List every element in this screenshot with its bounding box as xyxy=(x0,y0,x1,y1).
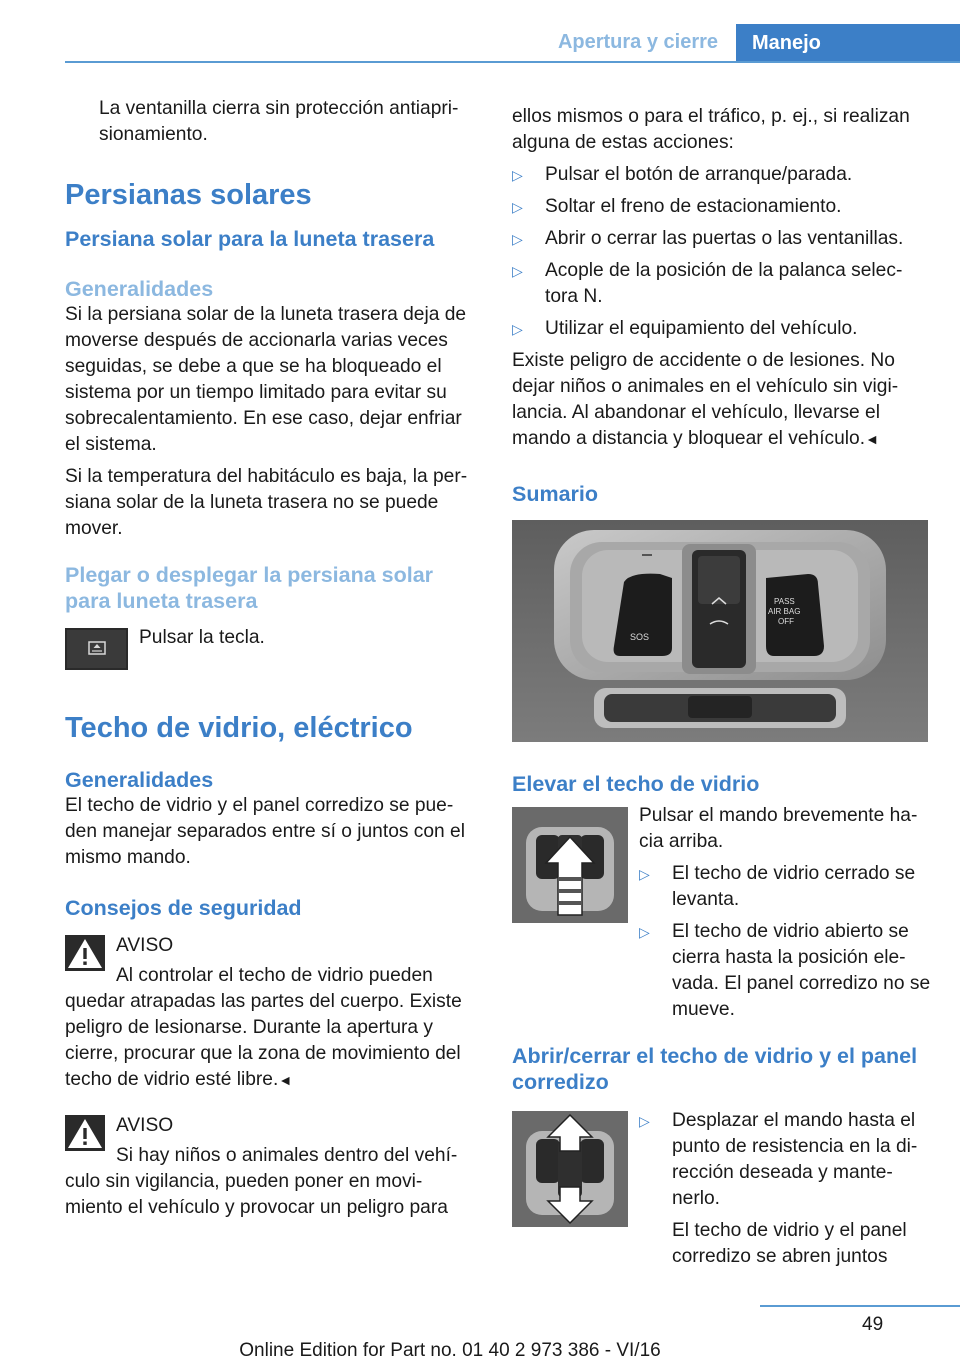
paragraph-generalidades-1a: Si la persiana solar de la luneta trasera deja de moverse después de accionarla varias veces seguidas, se debe a que se ha bloqueado el sistema por un tiempo limitado para evitar su sobrecalentamiento. En ese caso, dejar enfriar el sistema. xyxy=(65,304,467,455)
list-item: ▷ Abrir o cerrar las puertas o las ventanillas. xyxy=(512,226,930,252)
pass-label-3: OFF xyxy=(778,617,794,626)
warning-block-1 xyxy=(65,933,477,1093)
heading-generalidades-1: Generalidades xyxy=(65,277,214,301)
warning-triangle-icon xyxy=(65,1115,105,1151)
chapter-tab[interactable]: Manejo xyxy=(736,24,960,62)
bullet-triangle-icon: ▷ xyxy=(512,231,523,247)
roof-slide-button-photo xyxy=(512,1111,628,1227)
rear-blind-button-icon xyxy=(65,628,128,670)
left-column xyxy=(65,96,477,1221)
bullet-triangle-icon: ▷ xyxy=(639,924,650,940)
paragraph-continuation: ellos mismos o para el tráfico, p. ej., si realizan alguna de estas acciones: xyxy=(512,106,910,153)
heading-persiana-luneta: Persiana solar para la luneta trasera xyxy=(65,227,435,251)
bullet-triangle-icon: ▷ xyxy=(639,1113,650,1129)
section-tab[interactable]: Apertura y cierre xyxy=(557,31,719,53)
paragraph-plegar: Pulsar la tecla. xyxy=(139,627,265,648)
list-item: ▷ El techo de vidrio cerrado se levanta. xyxy=(639,863,916,910)
warning-triangle-icon xyxy=(65,935,105,971)
heading-sumario: Sumario xyxy=(512,482,599,506)
abrir-text xyxy=(639,1108,931,1270)
list-item: ▷ Pulsar el botón de arranque/parada. xyxy=(512,162,930,188)
actions-list xyxy=(512,162,930,342)
paragraph-generalidades-2: El techo de vidrio y el panel corredizo se pue‐den manejar separados entre sí o juntos con el mismo mando. xyxy=(65,795,465,868)
end-mark-icon: ◄ xyxy=(865,431,879,447)
roof-controls-photo xyxy=(512,520,928,742)
bullet-triangle-icon: ▷ xyxy=(512,167,523,183)
heading-consejos-seguridad: Consejos de seguridad xyxy=(65,896,302,920)
list-item: ▷ Soltar el freno de estacionamiento. xyxy=(512,194,930,220)
paragraph-generalidades-1b: Si la temperatura del habitáculo es baja, la per‐siana solar de la luneta trasera no se puede mover. xyxy=(65,466,468,539)
heading-abrir-cerrar: Abrir/cerrar el techo de vidrio y el panel corredizo xyxy=(512,1044,918,1094)
page-number: 49 xyxy=(862,1314,884,1335)
intro-paragraph: La ventanilla cierra sin protección antiapri‐sionamiento. xyxy=(99,98,459,145)
heading-techo-vidrio: Techo de vidrio, eléctrico xyxy=(65,712,413,744)
pass-label-1: PASS xyxy=(774,597,795,606)
footer-edition: Online Edition for Part no. 01 40 2 973 386 - VI/16 xyxy=(239,1340,661,1361)
button-instruction-row xyxy=(65,625,477,670)
warning-1-body: Al controlar el techo de vidrio pueden quedar atrapadas las partes del cuerpo. Existe peligro de lesionarse. Durante la apertura y cierre, procurar que la zona de movimiento del techo de vidrio esté libre. xyxy=(65,965,462,1090)
footer-rule xyxy=(760,1305,960,1307)
warning-1-text xyxy=(65,963,477,1093)
paragraph-abrir: El techo de vidrio y el panel corredizo se abren juntos xyxy=(672,1220,907,1267)
bullet-triangle-icon: ▷ xyxy=(512,263,523,279)
paragraph-peligro: Existe peligro de accidente o de lesiones. No dejar niños o animales en el vehículo sin vigi‐lancia. Al abandonar el vehículo, llevarse el mando a distancia y bloquear el vehículo.◄ xyxy=(512,350,899,449)
end-mark-icon: ◄ xyxy=(278,1072,293,1088)
heading-plegar: Plegar o desplegar la persiana solar para luneta trasera xyxy=(65,563,434,613)
page-header xyxy=(0,24,960,62)
warning-1-title: AVISO xyxy=(116,935,174,956)
bullet-triangle-icon: ▷ xyxy=(512,199,523,215)
list-item: ▷ Desplazar el mando hasta el punto de resistencia en la di‐rección deseada y mante‐nerlo. xyxy=(639,1110,918,1209)
heading-generalidades-2: Generalidades xyxy=(65,768,214,792)
bullet-triangle-icon: ▷ xyxy=(639,866,650,882)
elevar-text xyxy=(639,803,931,1023)
heading-persianas-solares: Persianas solares xyxy=(65,179,312,211)
abrir-block xyxy=(512,1108,930,1268)
warning-2-title: AVISO xyxy=(116,1115,174,1136)
paragraph-elevar: Pulsar el mando brevemente ha‐cia arriba. xyxy=(639,805,918,852)
sos-label: SOS xyxy=(630,632,650,642)
pass-label-2: AIR BAG xyxy=(768,607,801,616)
warning-2-text: Si hay niños o animales dentro del vehí‐culo sin vigilancia, pueden poner en movi‐miento el vehículo y provocar un peligro para xyxy=(65,1145,458,1218)
elevar-block xyxy=(512,803,931,1020)
list-item: ▷ El techo de vidrio abierto se cierra hasta la posición ele‐vada. El panel corredizo no se mueve. xyxy=(639,921,931,1020)
list-item: ▷ Acople de la posición de la palanca selec‐tora N. xyxy=(512,260,903,307)
right-column xyxy=(512,96,930,1268)
roof-up-button-photo xyxy=(512,807,628,923)
heading-elevar: Elevar el techo de vidrio xyxy=(512,772,760,796)
list-item: ▷ Utilizar el equipamiento del vehículo. xyxy=(512,316,930,342)
header-rule xyxy=(65,61,960,63)
warning-block-2 xyxy=(65,1113,477,1221)
bullet-triangle-icon: ▷ xyxy=(512,321,523,337)
